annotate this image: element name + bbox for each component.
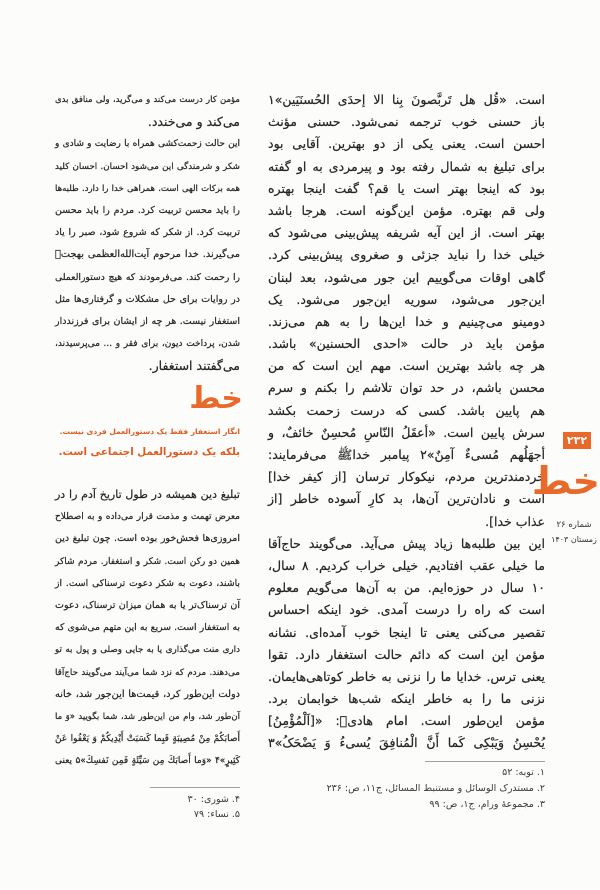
text-line: کَثِیرٍ»۴ «وَما أَصابَكَ مِن سَیِّئَةٍ فَمِن نَفسِكَ»۵ یعنی [55, 756, 240, 767]
text-line: احسن است. یعنی یکی از دو بهترین. آقایی بود [268, 136, 545, 152]
paragraph [55, 89, 240, 133]
left-column-body-top [55, 89, 240, 377]
text-line: دولت این‌طور کرد، قیمت‌ها این‌جور شد، خانه [55, 688, 240, 700]
text-line: معرض تهمت و مذمت قرار می‌داده و به اصطلاح [55, 512, 240, 523]
text-line: را باید محسن تربیت کرد. مردم را باید محسن [55, 204, 240, 216]
text-line: هم پایین باشد. کسی که درست زحمت بکشد [268, 402, 545, 418]
text-line: شکر و شرمندگی این می‌شود احسان. احسان کلید [55, 161, 240, 172]
footnote-divider [425, 761, 545, 762]
text-line: سرش پایین است. «أعقَلُ النّاسِ مُحسِنٌ خائفٌ، و [268, 424, 545, 440]
footnote: ۱. توبه: ۵۲ [502, 767, 545, 778]
text-line: مؤمن این است که دائم حالت استغفار دارد. تقوا [268, 646, 545, 662]
text-line: می‌دهند. مردم که نزد شما می‌آیند می‌گویند حاج‌آقا [55, 667, 240, 678]
paragraph [55, 484, 240, 772]
issue-number: شماره ۲۶ [556, 520, 592, 530]
paragraph [268, 533, 545, 755]
text-line: أَصابَکُمْ مِنْ مُصِیبَةٍ فَبِما کَسَبَتْ أَیْدِیکُمْ وَ یَعْفُوا عَنْ [55, 734, 240, 745]
text-line: بود که اینجا بهتر است یا قم؟ گفت اینجا بهتره [268, 180, 545, 196]
text-line: عذاب خدا]. [485, 513, 545, 529]
text-line: مؤمن این‌طور است. امام هادیؑ: «[اَلْمُؤْمِنُ] [268, 713, 545, 729]
text-line: این بین طلبه‌ها زیاد پیش می‌آید. می‌گویند حاج‌آقا [268, 535, 545, 551]
text-line: امروزی‌ها فحش‌خور بوده است. چون تبلیغ دین [55, 533, 240, 545]
text-line: این حالت زحمت‌کشی همراه با رضایت و شادی و [55, 139, 240, 150]
text-line: تبلیغ دین همیشه در طول تاریخ آدم را در [55, 488, 240, 501]
text-line: خیلی خدا را نباید جزئی و صغروی پیش‌بینی کرد. [268, 247, 545, 263]
text-line: یُحْسِنُ وَیَبْکِی کَما أَنَّ الْمُنافِقَ یُسیءُ وَ یَضْحَکُ»۳ [268, 735, 545, 751]
text-line: محسن باشم، در حد توان تلاشم را بکنم و سرم [268, 380, 545, 396]
text-line: می‌گیرند. خدا مرحوم آیت‌الله‌العظمی بهجتؒ [55, 249, 240, 261]
text-line: باز حسنی خوب ترجمه نمی‌شود. حسنی مؤنث [268, 114, 545, 130]
text-line: این‌جور می‌شود، سوریه این‌جور می‌شود. یک [268, 291, 545, 307]
text-line: گاهی اوقات می‌گوییم این جور می‌شود، بعد لبنان [268, 269, 545, 285]
text-line: مؤمن باید در حالت «احدی الحسنین» باشد. [268, 336, 545, 352]
text-line: استغفار نیست. هر چه از ایشان برای فرزنددار [55, 315, 240, 327]
paragraph [55, 133, 240, 377]
text-line: ۱۰ سال در حوزه‌ایم. من به آن‌ها می‌گویم معلوم [268, 580, 545, 596]
text-line: بهتر است. از این آیه شریفه پیش‌بینی می‌شود که [268, 225, 545, 241]
text-line: آن‌طور شد، وام من این‌طور شد، شما بگویید «وَ ما [55, 711, 240, 722]
text-line: همه برکات الهی است. همراهی خدا را دارد. طلبه‌ها [55, 183, 240, 194]
text-line: می‌کند و می‌خندد. [147, 114, 240, 130]
text-line: را رحمت کند. می‌فرمودند که هیچ دستورالعملی [55, 271, 240, 283]
text-line: نزنی ما را به خاطر اینکه شب‌ها خوابمان برد. [268, 691, 545, 707]
footnote: ۴. شوری: ۳۰ [187, 794, 240, 805]
footnote: ۲. مستدرک الوسائل و مستنبط المسائل، ج۱۱، ص: ۲۳۶ [326, 783, 545, 794]
text-line: هر چه باشد بهترین است. مهم این است که من [268, 358, 545, 374]
pull-quote-heading [55, 422, 240, 462]
text-line: دومینو می‌چینیم و خدا این‌ها را به هم می‌زند. [268, 313, 545, 329]
text-line: است. «قُل هل تَربَّصونَ بِنا الا إحدَی الحُسنَیَین»۱ [268, 92, 545, 107]
text-line: باشند، دعوت به شکر دعوت ترسناکی است. از [55, 577, 240, 589]
text-line: تقصیر می‌کنی یعنی تا اینجا خوب آمده‌ای. نشانه [268, 624, 545, 640]
text-line: ما خیلی عقب افتادیم. خیلی خراب کردیم. ۸ سال، [268, 557, 545, 573]
footnote: ۳. مجموعهٔ ورام، ج۱، ص: ۹۹ [429, 799, 545, 810]
text-line: آن ترسناک‌تر یا به همان میزان ترسناک، دعوت [55, 599, 240, 611]
text-line: در روایات برای حل مشکلات و گرفتاری‌ها مثل [55, 293, 240, 305]
text-line: شدن، پرداخت دیون، برای فقر و ... می‌پرسیدند، [55, 339, 240, 350]
text-line: همین دو رکن است. شکر و استغفار. مردم شاکر [55, 556, 240, 567]
text-line: خردمندترین مردم، نیکوکار ترسان [از کیفر خدا] [268, 469, 545, 485]
text-line: می‌گفتند استغفار. [148, 358, 240, 374]
pull-quote-line: بلکه یک دستورالعمل اجتماعی است. [58, 446, 240, 458]
issue-season: زمستان ۱۴۰۳ [551, 535, 597, 544]
text-line: تربیت کرد. از شکر که شروع شود، صبر را یاد [55, 227, 240, 239]
left-column-body-bottom [55, 484, 240, 772]
footnote: ۵. نساء: ۷۹ [193, 809, 240, 820]
text-line: داری منت می‌گذاری یا به جایی وصلی و پول به تو [55, 645, 240, 656]
text-line: ولی قم بهتره. مؤمن این‌گونه است. هرجا باشد [268, 202, 545, 218]
text-line: است و نادان‌ترین آن‌ها، بد کارِ آسوده خاطر [از [268, 491, 545, 507]
text-line: مؤمن کار درست می‌کند و می‌گرید، ولی منافق بدی [55, 95, 240, 105]
page-number-badge: ۲۳۲ [563, 432, 591, 449]
right-column-footnotes [268, 765, 545, 813]
pull-quote-line: انگار استغفار فقط یک دستورالعمل فردی نیست. [59, 427, 240, 436]
left-column-footnotes [55, 792, 240, 822]
section-logo: خط [189, 381, 243, 416]
text-line: أجهَلُهم مُسیءٌ آمِنٌ»۲ پیامبر خداﷺ می‌فرمایند: [268, 447, 545, 462]
text-line: به استغفار است. سریع به این متهم می‌شوی که [55, 622, 240, 634]
magazine-logo: خط [531, 459, 600, 503]
text-line: یعنی ترس. خدایا ما را نزنی به خاطر کوتاهی‌هایمان. [268, 668, 545, 684]
footnote-divider [150, 787, 240, 788]
text-line: است که راه را درست آمدی. خود اینکه احساس [268, 602, 545, 618]
right-column-body [268, 89, 545, 755]
paragraph [268, 89, 545, 533]
text-line: برای تبلیغ به شمال رفته بود و پیرمردی به او گفته [268, 158, 545, 174]
